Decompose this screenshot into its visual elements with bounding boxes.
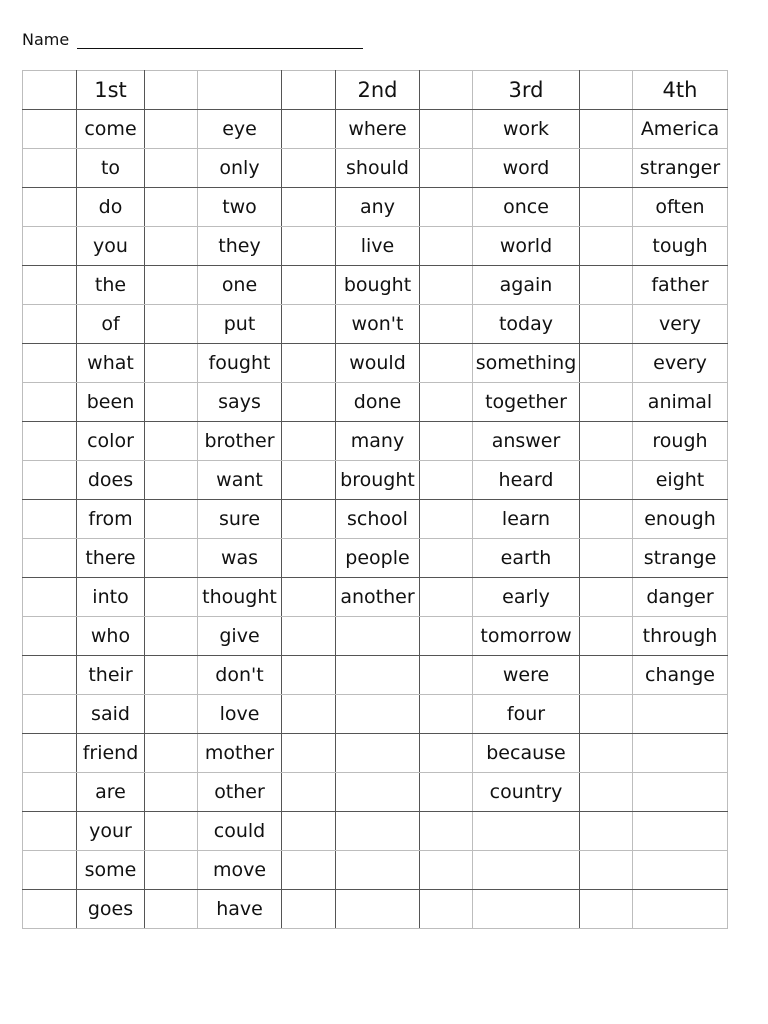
- check-cell: [145, 578, 198, 617]
- table-row: [23, 344, 728, 383]
- word-cell: does: [77, 461, 145, 500]
- word-cell: give: [198, 617, 282, 656]
- check-cell: [23, 305, 77, 344]
- table-row: [23, 110, 728, 149]
- check-cell: [23, 695, 77, 734]
- word-cell: should: [336, 149, 420, 188]
- check-cell: [580, 539, 633, 578]
- word-cell: answer: [473, 422, 580, 461]
- word-cell: want: [198, 461, 282, 500]
- word-cell: [633, 812, 728, 851]
- check-cell: [282, 773, 336, 812]
- check-cell: [23, 344, 77, 383]
- word-cell: said: [77, 695, 145, 734]
- table-row: [23, 890, 728, 929]
- check-cell: [23, 188, 77, 227]
- word-cell: there: [77, 539, 145, 578]
- word-cell: often: [633, 188, 728, 227]
- word-cell: because: [473, 734, 580, 773]
- word-cell: rough: [633, 422, 728, 461]
- word-cell: strange: [633, 539, 728, 578]
- word-cell: any: [336, 188, 420, 227]
- table-row: [23, 734, 728, 773]
- check-cell: [282, 422, 336, 461]
- word-cell: heard: [473, 461, 580, 500]
- check-cell: [145, 188, 198, 227]
- word-cell: who: [77, 617, 145, 656]
- word-cell: tomorrow: [473, 617, 580, 656]
- word-cell: from: [77, 500, 145, 539]
- check-cell: [420, 851, 473, 890]
- word-cell: mother: [198, 734, 282, 773]
- check-cell: [23, 110, 77, 149]
- table-row: [23, 305, 728, 344]
- check-cell: [420, 461, 473, 500]
- check-cell: [580, 383, 633, 422]
- word-cell: are: [77, 773, 145, 812]
- word-cell: could: [198, 812, 282, 851]
- word-cell: thought: [198, 578, 282, 617]
- check-cell: [23, 539, 77, 578]
- word-cell: was: [198, 539, 282, 578]
- check-cell: [145, 461, 198, 500]
- check-cell: [282, 890, 336, 929]
- check-cell: [420, 656, 473, 695]
- check-cell: [420, 383, 473, 422]
- word-cell: four: [473, 695, 580, 734]
- word-cell: won't: [336, 305, 420, 344]
- check-cell: [23, 656, 77, 695]
- word-cell: [473, 851, 580, 890]
- check-cell: [145, 383, 198, 422]
- check-cell: [282, 461, 336, 500]
- check-cell: [282, 110, 336, 149]
- check-cell: [282, 617, 336, 656]
- word-cell: where: [336, 110, 420, 149]
- check-cell: [580, 305, 633, 344]
- table-row: [23, 383, 728, 422]
- name-label: Name: [22, 30, 70, 49]
- word-cell: [633, 890, 728, 929]
- check-cell: [580, 851, 633, 890]
- word-cell: [336, 734, 420, 773]
- check-cell: [145, 656, 198, 695]
- check-cell: [282, 266, 336, 305]
- check-cell: [145, 539, 198, 578]
- check-cell: [580, 422, 633, 461]
- check-cell: [420, 188, 473, 227]
- table-row: [23, 695, 728, 734]
- check-cell: [23, 734, 77, 773]
- table-row: [23, 539, 728, 578]
- check-cell: [23, 890, 77, 929]
- check-cell: [420, 71, 473, 110]
- word-cell: [633, 734, 728, 773]
- check-cell: [23, 422, 77, 461]
- table-row: [23, 149, 728, 188]
- check-cell: [282, 851, 336, 890]
- word-cell: together: [473, 383, 580, 422]
- word-cell: into: [77, 578, 145, 617]
- check-cell: [420, 578, 473, 617]
- check-cell: [420, 773, 473, 812]
- word-cell: work: [473, 110, 580, 149]
- word-cell: people: [336, 539, 420, 578]
- word-cell: eye: [198, 110, 282, 149]
- word-cell: once: [473, 188, 580, 227]
- word-cell: bought: [336, 266, 420, 305]
- check-cell: [282, 305, 336, 344]
- word-cell: stranger: [633, 149, 728, 188]
- word-cell: [336, 851, 420, 890]
- word-cell: you: [77, 227, 145, 266]
- check-cell: [23, 773, 77, 812]
- word-cell: [633, 851, 728, 890]
- name-blank-line: [77, 34, 363, 49]
- word-cell: your: [77, 812, 145, 851]
- check-cell: [420, 617, 473, 656]
- check-cell: [420, 149, 473, 188]
- word-cell: [336, 890, 420, 929]
- word-cell: color: [77, 422, 145, 461]
- word-cell: early: [473, 578, 580, 617]
- word-cell: they: [198, 227, 282, 266]
- sight-word-table: [22, 70, 728, 929]
- word-cell: animal: [633, 383, 728, 422]
- check-cell: [282, 344, 336, 383]
- check-cell: [580, 656, 633, 695]
- table-row: [23, 578, 728, 617]
- word-cell: change: [633, 656, 728, 695]
- check-cell: [580, 617, 633, 656]
- word-cell: enough: [633, 500, 728, 539]
- check-cell: [145, 266, 198, 305]
- check-cell: [145, 773, 198, 812]
- check-cell: [580, 773, 633, 812]
- check-cell: [145, 422, 198, 461]
- word-cell: have: [198, 890, 282, 929]
- check-cell: [23, 812, 77, 851]
- column-header-1st: 1st: [77, 71, 145, 110]
- table-row: [23, 812, 728, 851]
- check-cell: [145, 617, 198, 656]
- word-cell: every: [633, 344, 728, 383]
- column-header-4th: 4th: [633, 71, 728, 110]
- word-cell: brother: [198, 422, 282, 461]
- check-cell: [580, 734, 633, 773]
- word-cell: world: [473, 227, 580, 266]
- check-cell: [23, 71, 77, 110]
- check-cell: [580, 110, 633, 149]
- word-cell: what: [77, 344, 145, 383]
- table-row: [23, 500, 728, 539]
- word-cell: eight: [633, 461, 728, 500]
- word-cell: many: [336, 422, 420, 461]
- word-cell: the: [77, 266, 145, 305]
- check-cell: [580, 695, 633, 734]
- word-cell: one: [198, 266, 282, 305]
- check-cell: [23, 851, 77, 890]
- word-cell: very: [633, 305, 728, 344]
- word-cell: another: [336, 578, 420, 617]
- table-body: [23, 71, 728, 929]
- check-cell: [420, 110, 473, 149]
- table-row: [23, 227, 728, 266]
- check-cell: [580, 149, 633, 188]
- check-cell: [420, 227, 473, 266]
- word-cell: were: [473, 656, 580, 695]
- word-cell: something: [473, 344, 580, 383]
- word-cell: move: [198, 851, 282, 890]
- check-cell: [282, 812, 336, 851]
- check-cell: [282, 149, 336, 188]
- check-cell: [580, 188, 633, 227]
- word-cell: come: [77, 110, 145, 149]
- check-cell: [580, 500, 633, 539]
- check-cell: [23, 500, 77, 539]
- check-cell: [145, 149, 198, 188]
- check-cell: [580, 461, 633, 500]
- word-cell: do: [77, 188, 145, 227]
- check-cell: [145, 500, 198, 539]
- word-cell: [336, 656, 420, 695]
- check-cell: [23, 266, 77, 305]
- table-row: [23, 656, 728, 695]
- check-cell: [282, 227, 336, 266]
- check-cell: [420, 344, 473, 383]
- word-cell: today: [473, 305, 580, 344]
- word-cell: [633, 773, 728, 812]
- check-cell: [145, 305, 198, 344]
- word-cell: only: [198, 149, 282, 188]
- word-cell: father: [633, 266, 728, 305]
- table-row: [23, 617, 728, 656]
- check-cell: [145, 851, 198, 890]
- table-row: [23, 188, 728, 227]
- word-cell: word: [473, 149, 580, 188]
- table-row: [23, 851, 728, 890]
- word-cell: learn: [473, 500, 580, 539]
- word-cell: through: [633, 617, 728, 656]
- word-cell: [473, 890, 580, 929]
- word-cell: tough: [633, 227, 728, 266]
- word-cell: [336, 617, 420, 656]
- word-cell: America: [633, 110, 728, 149]
- word-cell: sure: [198, 500, 282, 539]
- name-field: [22, 30, 363, 49]
- word-cell: again: [473, 266, 580, 305]
- word-cell: two: [198, 188, 282, 227]
- check-cell: [282, 500, 336, 539]
- check-cell: [420, 305, 473, 344]
- check-cell: [580, 227, 633, 266]
- word-cell: other: [198, 773, 282, 812]
- check-cell: [282, 578, 336, 617]
- check-cell: [145, 71, 198, 110]
- check-cell: [145, 734, 198, 773]
- word-cell: goes: [77, 890, 145, 929]
- word-cell: would: [336, 344, 420, 383]
- word-cell: some: [77, 851, 145, 890]
- word-cell: country: [473, 773, 580, 812]
- check-cell: [420, 539, 473, 578]
- table-row: [23, 773, 728, 812]
- check-cell: [580, 71, 633, 110]
- word-cell: friend: [77, 734, 145, 773]
- check-cell: [282, 656, 336, 695]
- check-cell: [580, 890, 633, 929]
- check-cell: [282, 695, 336, 734]
- header-row: [23, 71, 728, 110]
- table-row: [23, 422, 728, 461]
- check-cell: [145, 695, 198, 734]
- table-row: [23, 461, 728, 500]
- check-cell: [282, 188, 336, 227]
- column-header-3rd: 3rd: [473, 71, 580, 110]
- word-cell: fought: [198, 344, 282, 383]
- check-cell: [420, 500, 473, 539]
- check-cell: [420, 695, 473, 734]
- word-cell: school: [336, 500, 420, 539]
- word-cell: [336, 812, 420, 851]
- word-cell: earth: [473, 539, 580, 578]
- check-cell: [23, 578, 77, 617]
- check-cell: [282, 71, 336, 110]
- word-cell: brought: [336, 461, 420, 500]
- word-cell: danger: [633, 578, 728, 617]
- check-cell: [282, 734, 336, 773]
- word-cell: done: [336, 383, 420, 422]
- check-cell: [580, 266, 633, 305]
- check-cell: [145, 344, 198, 383]
- check-cell: [145, 812, 198, 851]
- check-cell: [23, 617, 77, 656]
- table-row: [23, 266, 728, 305]
- word-cell: says: [198, 383, 282, 422]
- word-cell: [336, 773, 420, 812]
- check-cell: [420, 422, 473, 461]
- word-cell: don't: [198, 656, 282, 695]
- check-cell: [282, 383, 336, 422]
- column-header-2: [198, 71, 282, 110]
- word-cell: of: [77, 305, 145, 344]
- check-cell: [420, 734, 473, 773]
- word-cell: to: [77, 149, 145, 188]
- check-cell: [282, 539, 336, 578]
- word-cell: [473, 812, 580, 851]
- check-cell: [23, 149, 77, 188]
- check-cell: [23, 383, 77, 422]
- word-cell: live: [336, 227, 420, 266]
- check-cell: [420, 890, 473, 929]
- check-cell: [145, 890, 198, 929]
- word-cell: been: [77, 383, 145, 422]
- word-cell: love: [198, 695, 282, 734]
- check-cell: [580, 578, 633, 617]
- check-cell: [420, 266, 473, 305]
- check-cell: [23, 461, 77, 500]
- check-cell: [145, 110, 198, 149]
- check-cell: [145, 227, 198, 266]
- word-cell: their: [77, 656, 145, 695]
- word-cell: [336, 695, 420, 734]
- word-cell: [633, 695, 728, 734]
- check-cell: [420, 812, 473, 851]
- check-cell: [580, 812, 633, 851]
- word-cell: put: [198, 305, 282, 344]
- check-cell: [23, 227, 77, 266]
- check-cell: [580, 344, 633, 383]
- column-header-2nd: 2nd: [336, 71, 420, 110]
